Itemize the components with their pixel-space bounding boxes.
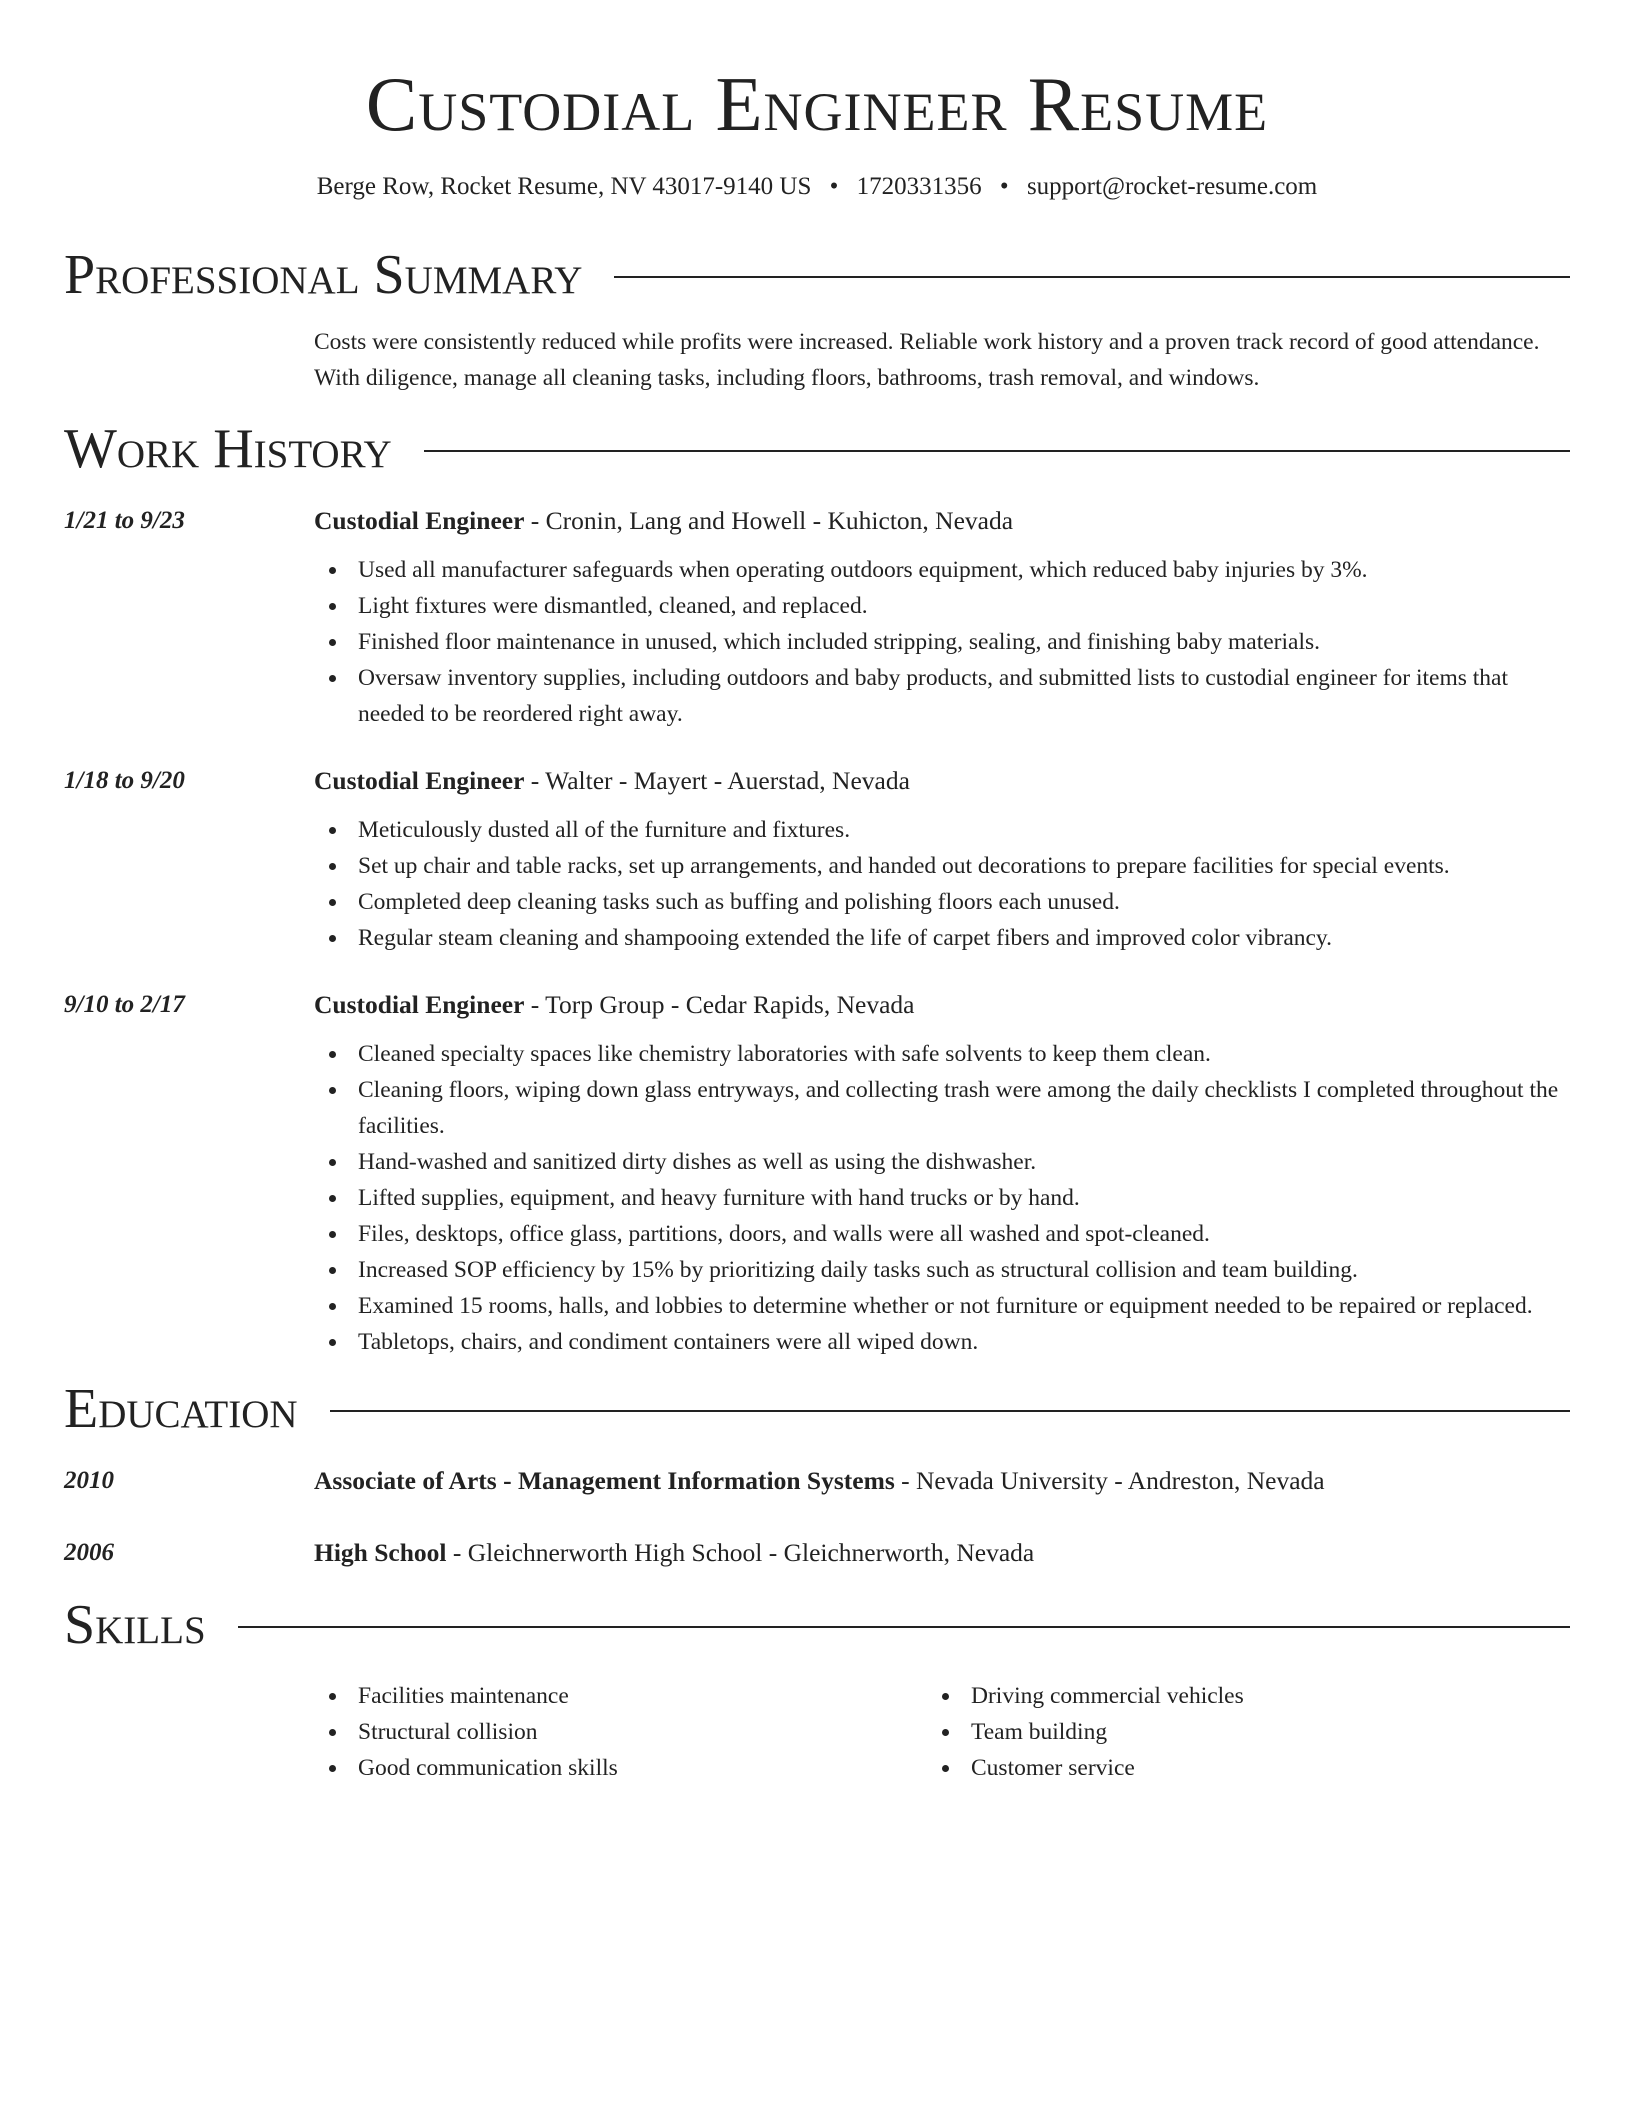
summary-header bbox=[64, 244, 1570, 306]
skills-column-right bbox=[927, 1678, 1540, 1786]
education-details: - Gleichnerworth High School - Gleichnerworth, Nevada bbox=[446, 1538, 1035, 1567]
job-entry bbox=[64, 764, 1570, 956]
education-body bbox=[314, 1464, 1570, 1498]
job-title: Custodial Engineer bbox=[314, 766, 525, 795]
job-bullets bbox=[314, 812, 1570, 956]
summary-text: Costs were consistently reduced while profits were increased. Reliable work history and a proven track record of good attendance. With diligence, manage all cleaning tasks, including floors, bathrooms, trash removal, and windows. bbox=[314, 329, 1540, 391]
list-item: Files, desktops, office glass, partitions, doors, and walls were all washed and spot-cleaned. bbox=[314, 1216, 1570, 1252]
job-entry bbox=[64, 504, 1570, 732]
skill-item: Driving commercial vehicles bbox=[927, 1678, 1540, 1714]
work-heading: Work History bbox=[64, 418, 392, 480]
education-entry bbox=[64, 1464, 1570, 1498]
education-year: 2006 bbox=[64, 1539, 114, 1566]
skills-list bbox=[314, 1678, 927, 1786]
list-item: Finished floor maintenance in unused, which included stripping, sealing, and finishing baby materials. bbox=[314, 624, 1570, 660]
resume-title: Custodial Engineer Resume bbox=[365, 61, 1269, 147]
contact-separator: • bbox=[829, 173, 839, 200]
list-item: Cleaning floors, wiping down glass entryways, and collecting trash were among the daily checklists I completed throughout the facilities. bbox=[314, 1072, 1570, 1144]
job-dates: 9/10 to 2/17 bbox=[64, 991, 185, 1018]
contact-phone: 1720331356 bbox=[856, 173, 982, 200]
skills-list bbox=[927, 1678, 1540, 1786]
job-dates: 1/18 to 9/20 bbox=[64, 767, 185, 794]
education-heading-line bbox=[314, 1464, 1570, 1498]
contact-address: Berge Row, Rocket Resume, NV 43017-9140 US bbox=[316, 173, 812, 200]
job-bullets bbox=[314, 552, 1570, 732]
contact-separator: • bbox=[999, 173, 1009, 200]
job-body bbox=[314, 988, 1570, 1360]
job-heading bbox=[314, 764, 1570, 798]
list-item: Light fixtures were dismantled, cleaned, and replaced. bbox=[314, 588, 1570, 624]
section-divider bbox=[424, 450, 1570, 452]
education-entry bbox=[64, 1536, 1570, 1570]
education-degree: Associate of Arts - Management Information Systems bbox=[314, 1466, 895, 1495]
job-heading bbox=[314, 504, 1570, 538]
summary-section bbox=[64, 244, 1570, 396]
job-title: Custodial Engineer bbox=[314, 990, 525, 1019]
job-details: - Torp Group - Cedar Rapids, Nevada bbox=[524, 990, 915, 1019]
list-item: Set up chair and table racks, set up arrangements, and handed out decorations to prepare facilities for special events. bbox=[314, 848, 1570, 884]
job-details: - Cronin, Lang and Howell - Kuhicton, Nevada bbox=[524, 506, 1014, 535]
job-body bbox=[314, 504, 1570, 732]
contact-line bbox=[64, 170, 1570, 204]
education-heading: Education bbox=[64, 1378, 298, 1440]
list-item: Tabletops, chairs, and condiment containers were all wiped down. bbox=[314, 1324, 1570, 1360]
education-heading-line bbox=[314, 1536, 1570, 1570]
job-heading bbox=[314, 988, 1570, 1022]
skill-item: Customer service bbox=[927, 1750, 1540, 1786]
job-details: - Walter - Mayert - Auerstad, Nevada bbox=[524, 766, 910, 795]
skills-column-left bbox=[314, 1678, 927, 1786]
section-divider bbox=[614, 276, 1570, 278]
job-body bbox=[314, 764, 1570, 956]
list-item: Used all manufacturer safeguards when operating outdoors equipment, which reduced baby injuries by 3%. bbox=[314, 552, 1570, 588]
skills-heading: Skills bbox=[64, 1594, 206, 1656]
job-title: Custodial Engineer bbox=[314, 506, 525, 535]
education-section bbox=[64, 1378, 1570, 1570]
job-entry bbox=[64, 988, 1570, 1360]
list-item: Regular steam cleaning and shampooing extended the life of carpet fibers and improved color vibrancy. bbox=[314, 920, 1570, 956]
list-item: Cleaned specialty spaces like chemistry laboratories with safe solvents to keep them clean. bbox=[314, 1036, 1570, 1072]
education-body bbox=[314, 1536, 1570, 1570]
section-divider bbox=[238, 1626, 1570, 1628]
list-item: Completed deep cleaning tasks such as buffing and polishing floors each unused. bbox=[314, 884, 1570, 920]
section-divider bbox=[330, 1410, 1570, 1412]
education-degree: High School bbox=[314, 1538, 447, 1567]
list-item: Oversaw inventory supplies, including outdoors and baby products, and submitted lists to custodial engineer for items that needed to be reordered right away. bbox=[314, 660, 1570, 732]
education-header bbox=[64, 1378, 1570, 1440]
skills-section bbox=[64, 1594, 1570, 1786]
work-header bbox=[64, 418, 1570, 480]
skill-item: Team building bbox=[927, 1714, 1540, 1750]
list-item: Examined 15 rooms, halls, and lobbies to determine whether or not furniture or equipment needed to be repaired or replaced. bbox=[314, 1288, 1570, 1324]
job-dates: 1/21 to 9/23 bbox=[64, 507, 185, 534]
work-section bbox=[64, 418, 1570, 1360]
skills-grid bbox=[314, 1678, 1570, 1786]
education-details: - Nevada University - Andreston, Nevada bbox=[894, 1466, 1325, 1495]
resume-page bbox=[64, 0, 1570, 1786]
list-item: Hand-washed and sanitized dirty dishes as well as using the dishwasher. bbox=[314, 1144, 1570, 1180]
job-bullets bbox=[314, 1036, 1570, 1360]
education-year: 2010 bbox=[64, 1467, 114, 1494]
skills-header bbox=[64, 1594, 1570, 1656]
skill-item: Good communication skills bbox=[314, 1750, 927, 1786]
contact-email: support@rocket-resume.com bbox=[1026, 173, 1318, 200]
summary-heading: Professional Summary bbox=[64, 244, 583, 306]
list-item: Meticulously dusted all of the furniture and fixtures. bbox=[314, 812, 1570, 848]
skill-item: Structural collision bbox=[314, 1714, 927, 1750]
skill-item: Facilities maintenance bbox=[314, 1678, 927, 1714]
list-item: Lifted supplies, equipment, and heavy furniture with hand trucks or by hand. bbox=[314, 1180, 1570, 1216]
list-item: Increased SOP efficiency by 15% by prioritizing daily tasks such as structural collision and team building. bbox=[314, 1252, 1570, 1288]
